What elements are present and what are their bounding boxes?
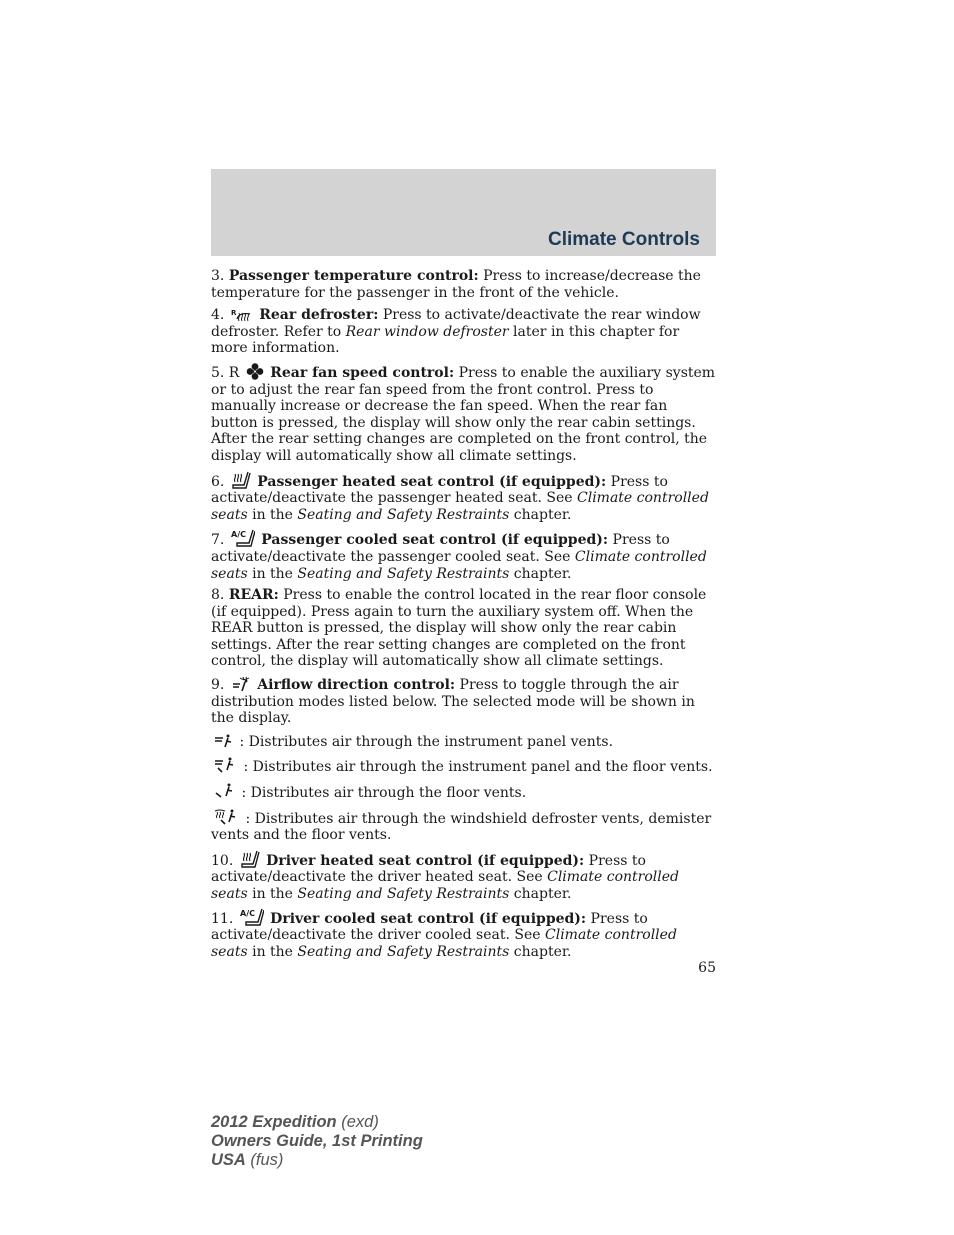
mode-text: : Distributes air through the floor vents. [241, 785, 527, 802]
item-10 [211, 850, 716, 903]
item-number: 8. [211, 587, 225, 604]
chapter-title: Climate Controls [547, 229, 700, 250]
cross-reference: Climate controlled seats [211, 490, 709, 523]
item-text: Press to enable the auxiliary system or to adjust the rear fan speed from the front control. Press to manually increase or decrease the fan speed. When the rear fan button is pressed, the display will show only the rear cabin settings. After the rear setting changes are completed on the front control, the display will automatically show all climate settings. [211, 364, 716, 464]
svg-text:R: R [230, 309, 237, 318]
item-text: Press to toggle through the air distribution modes listed below. The selected mode will be shown in the display. [211, 677, 695, 727]
panel-vent-icon [213, 733, 233, 749]
mode-panel-floor [211, 756, 716, 776]
heated-seat-icon [240, 850, 260, 868]
item-9 [211, 676, 716, 727]
item-title: REAR: [228, 587, 279, 604]
item-number: 7. [211, 532, 225, 549]
cooled-seat-icon [231, 529, 255, 547]
item-text: later in this chapter for more information. [211, 323, 680, 357]
item-text: chapter. [509, 886, 572, 902]
item-text: in the [247, 886, 298, 902]
item-title: Passenger cooled seat control (if equipped): [261, 532, 609, 549]
cross-reference: Seating and Safety Restraints [297, 565, 510, 582]
mode-floor [211, 782, 716, 802]
item-title: Passenger temperature control: [228, 268, 479, 284]
item-number: 10. [211, 852, 234, 869]
chapter-header-band [211, 169, 716, 256]
mode-defrost-floor [211, 808, 716, 844]
item-title: Passenger heated seat control (if equipped): [257, 473, 607, 490]
footer-line-3: USA (fus) [211, 1151, 284, 1169]
item-text: chapter. [509, 565, 572, 582]
item-text: in the [247, 943, 298, 960]
cross-reference: Climate controlled seats [211, 869, 679, 902]
document-footer [211, 1113, 423, 1170]
rear-defrost-icon [231, 308, 253, 322]
item-text: Press to activate/deactivate the driver heated seat. See [211, 852, 646, 886]
footer-line-2: Owners Guide, 1st Printing [211, 1132, 423, 1150]
cross-reference: Seating and Safety Restraints [297, 943, 510, 960]
cross-reference: Rear window defroster [345, 323, 509, 340]
item-text: Press to activate/deactivate the driver cooled seat. See [211, 910, 648, 944]
svg-text:A/C: A/C [239, 908, 255, 918]
item-title: Driver cooled seat control (if equipped): [270, 910, 587, 927]
mode-panel [211, 733, 716, 751]
item-number: 9. [211, 677, 225, 694]
panel-floor-vent-icon [213, 756, 237, 774]
airflow-icon [231, 676, 251, 692]
svg-text:A/C: A/C [230, 530, 246, 540]
item-number: 5. R [211, 364, 240, 381]
item-text: Press to activate/deactivate the passenger heated seat. See [211, 473, 668, 507]
item-6 [211, 471, 716, 524]
item-number: 11. [211, 910, 234, 927]
item-text: Press to enable the control located in the rear floor console (if equipped). Press again to turn the auxiliary system off. When the REAR button is pressed, the display will show only the rear cabin settings. After the rear setting changes are completed on the front control, the display will automatically show all climate settings. [211, 587, 707, 670]
mode-text: : Distributes air through the instrument panel and the floor vents. [243, 759, 713, 776]
item-3 [211, 268, 716, 301]
cross-reference: Climate controlled seats [211, 548, 707, 582]
mode-text: : Distributes air through the windshield defroster vents, demister vents and the floor vents. [211, 810, 712, 844]
cross-reference: Seating and Safety Restraints [297, 506, 510, 523]
item-text: chapter. [509, 943, 572, 960]
item-5 [211, 363, 716, 465]
item-text: Press to activate/deactivate the rear window defroster. Refer to [211, 307, 701, 340]
page-content [211, 268, 716, 966]
item-title: Rear defroster: [259, 307, 379, 324]
heated-seat-icon [231, 471, 251, 489]
item-text: Press to increase/decrease the temperature for the passenger in the front of the vehicle. [211, 268, 701, 301]
mode-text: : Distributes air through the instrument panel vents. [239, 733, 614, 750]
cooled-seat-icon [240, 908, 264, 926]
item-number: 6. [211, 473, 225, 490]
item-title: Driver heated seat control (if equipped): [266, 852, 585, 869]
item-text: in the [247, 565, 298, 582]
item-number: 4. [211, 307, 225, 324]
item-text: chapter. [509, 506, 572, 523]
defrost-floor-vent-icon [213, 808, 239, 826]
item-text: in the [247, 506, 298, 523]
cross-reference: Seating and Safety Restraints [297, 886, 510, 902]
item-8 [211, 587, 716, 670]
item-11 [211, 908, 716, 961]
item-title: Airflow direction control: [257, 677, 456, 694]
item-4 [211, 307, 716, 357]
fan-icon [246, 363, 264, 380]
floor-vent-icon [213, 782, 235, 800]
item-number: 3. [211, 268, 225, 284]
cross-reference: Climate controlled seats [211, 927, 677, 960]
page-number: 65 [698, 960, 716, 976]
item-7 [211, 529, 716, 582]
item-title: Rear fan speed control: [270, 364, 455, 381]
item-text: Press to activate/deactivate the passenger cooled seat. See [211, 532, 670, 565]
footer-line-1: 2012 Expedition (exd) [211, 1113, 379, 1131]
